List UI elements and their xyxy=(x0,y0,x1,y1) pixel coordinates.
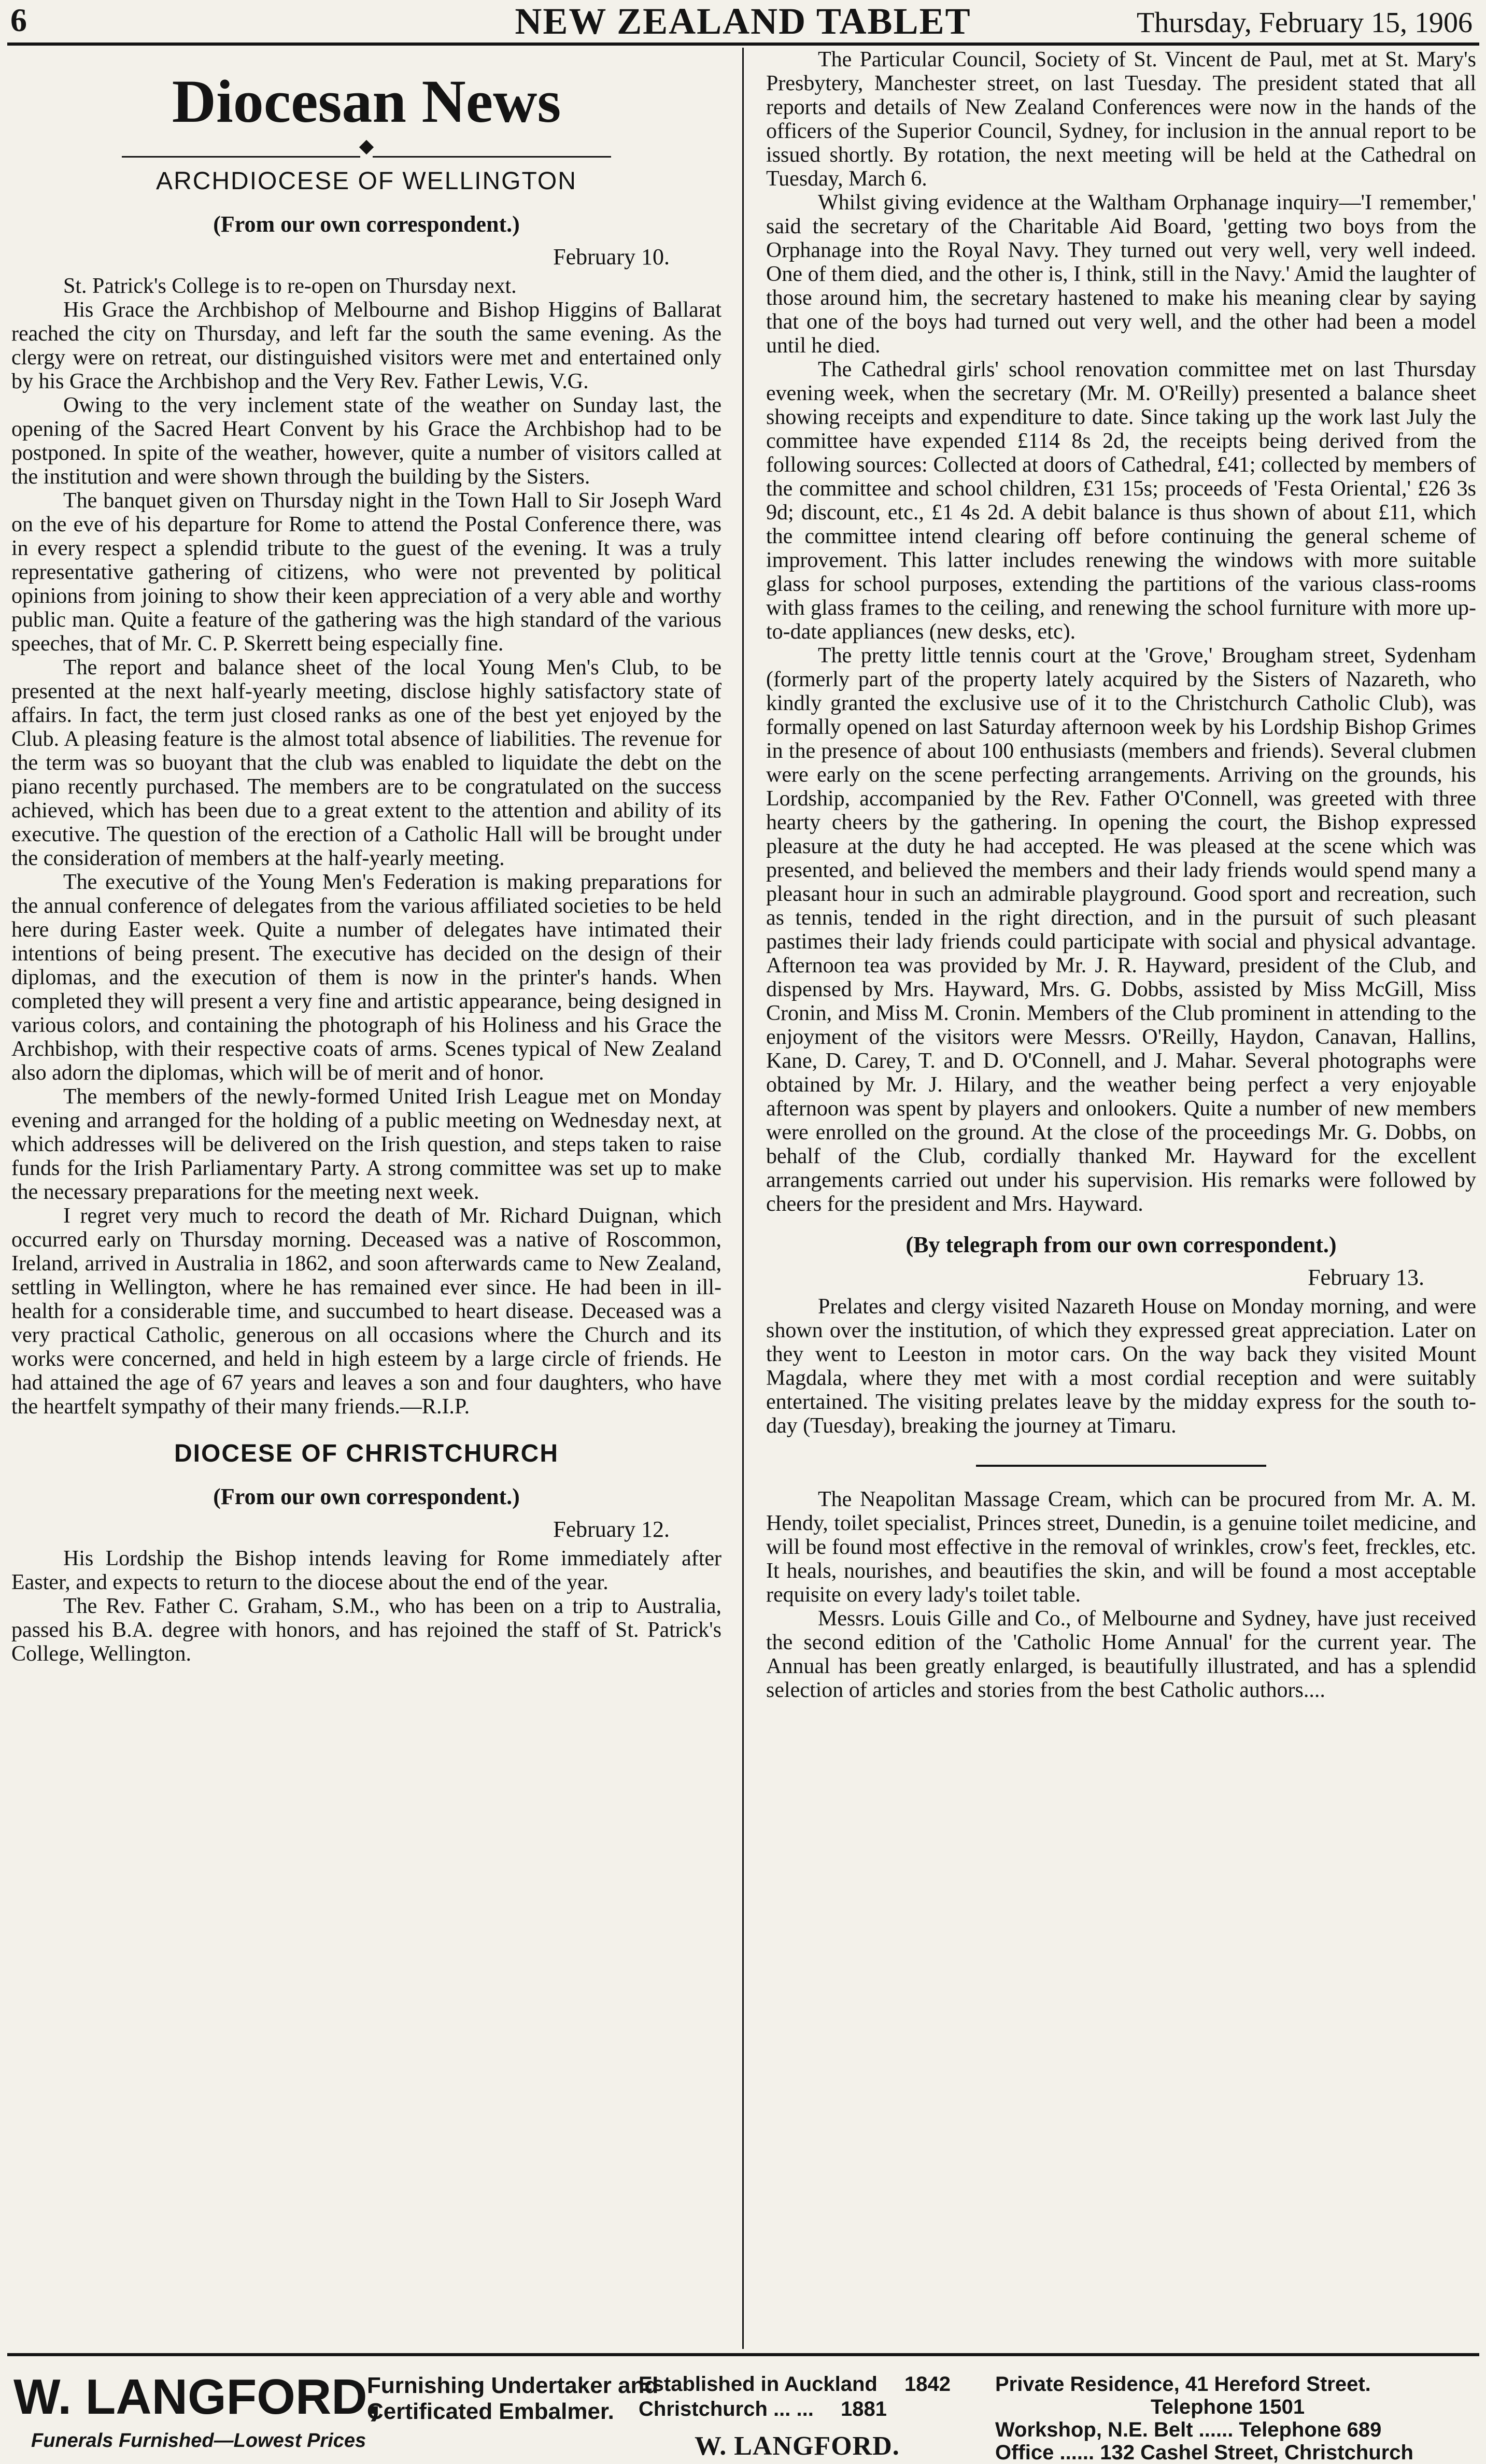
article-paragraph: Owing to the very inclement state of the weather on Sunday last, the opening of the Sacred Heart Convent by his Grace the Archbishop had to be postponed. In spite of the weather, however, quite a number of visitors called at the institution and were shown through the building by the Sisters. xyxy=(11,393,721,489)
advertiser-services xyxy=(367,2373,658,2425)
wellington-dateline: February 10. xyxy=(553,244,670,270)
est-auckland-year: 1842 xyxy=(904,2373,951,2396)
service-line: Certificated Embalmer. xyxy=(367,2399,614,2424)
left-column xyxy=(11,48,721,2349)
masthead-rule xyxy=(7,43,1479,46)
undertaker-advertisement xyxy=(0,2361,1486,2463)
article-paragraph: The executive of the Young Men's Federation is making preparations for the annual conference of delegates from the various affiliated societies to be held here during Easter week. Quite a number of delegates have intimated their intentions of being present. The executive has decided on the design of their diplomas, and the execution of them is now in the printer's hands. When completed they will present a very fine and artistic appearance, being designed in various colors, and containing the photograph of his Holiness and his Grace the Archbishop, with their respective coats of arms. Scenes typical of New Zealand also adorn the diplomas, which will be of merit and of honor. xyxy=(11,870,721,1085)
article-paragraph: The pretty little tennis court at the 'Grove,' Brougham street, Sydenham (formerly part of the property lately acquired by the Sisters of Nazareth, who kindly granted the exclusive use of it to the Christchurch Catholic Club), was formally opened on last Saturday afternoon week by his Lordship Bishop Grimes in the presence of about 100 enthusiasts (members and friends). Several clubmen were early on the scene perfecting arrangements. Arriving on the grounds, his Lordship, accompanied by the Rev. Father O'Connell, was greeted with three hearty cheers by the gathering. In opening the court, the Bishop expressed pleasure at the duty he had accepted. He was pleased at the scene which was presented, and believed the members and their lady friends would spend many a pleasant hour in such an admirable playground. Good sport and recreation, such as tennis, tended in the right direction, and in the pursuit of such pleasant pastimes their lady friends could participate with social and physical advantage. Afternoon tea was provided by Mr. J. R. Hayward, president of the Club, and dispensed by Mrs. Hayward, Mrs. G. Dobbs, assisted by Miss McGill, Miss Cronin, and Miss M. Cronin. Members of the Club prominent in attending to the enjoyment of the visitors were Messrs. O'Reilly, Haydon, Canavan, Hallins, Kane, D. Carey, T. and D. O'Connell, and J. Mahar. Several photographs were obtained by Mr. J. Hilary, and the weather being perfect a very enjoyable afternoon was spent by players and onlookers. Quite a number of new members were enrolled on the ground. At the close of the proceedings Mr. G. Dobbs, on behalf of the Club, cordially thanked Mr. Hayward for the excellent arrangements carried out under his supervision. His remarks were followed by cheers for the president and Mrs. Hayward. xyxy=(766,644,1476,1216)
funerals-tagline: Funerals Furnished—Lowest Prices xyxy=(31,2430,366,2452)
newspaper-title: NEW ZEALAND TABLET xyxy=(515,1,971,42)
est-christchurch: Christchurch ... ... xyxy=(639,2398,814,2420)
article-paragraph: St. Patrick's College is to re-open on Thursday next. xyxy=(63,274,517,298)
residence-phone: Telephone 1501 xyxy=(1151,2396,1305,2418)
wellington-section-title: ARCHDIOCESE OF WELLINGTON xyxy=(156,167,577,195)
service-line: Furnishing Undertaker and xyxy=(367,2373,659,2398)
footer-rule xyxy=(7,2353,1479,2356)
est-auckland: Established in Auckland xyxy=(639,2373,878,2396)
article-paragraph: Whilst giving evidence at the Waltham Orphanage inquiry—'I remember,' said the secretary of the Charitable Aid Board, 'getting two boys from the Orphanage into the Royal Navy. They turned out very well, very well indeed. One of them died, and the other is, I think, still in the Navy.' Amid the laughter of those around him, the secretary hastened to make his meaning clear by saying that one of the boys had turned out very well, and the other had been a model until he died. xyxy=(766,191,1476,358)
article-paragraph: His Grace the Archbishop of Melbourne and Bishop Higgins of Ballarat reached the city on Thursday, and left far the south the same evening. As the clergy were on retreat, our distinguished visitors were met and entertained only by his Grace the Archbishop and the Very Rev. Father Lewis, V.G. xyxy=(11,298,721,393)
christchurch-correspondent: (From our own correspondent.) xyxy=(213,1484,520,1509)
telegraph-dateline: February 13. xyxy=(1308,1265,1424,1290)
article-paragraph: Prelates and clergy visited Nazareth House on Monday morning, and were shown over the institution, of which they expressed great appreciation. Later on they went to Leeston in motor cars. On the way back they visited Mount Magdala, where they met with a most cordial reception and were suitably entertained. The visiting prelates leave by the midday express for the south to-day (Tuesday), breaking the journey at Timaru. xyxy=(766,1295,1476,1438)
article-paragraph: His Lordship the Bishop intends leaving for Rome immediately after Easter, and expects to return to the diocese about the end of the year. xyxy=(11,1547,721,1594)
advertiser-name: W. LANGFORD, xyxy=(13,2369,381,2425)
article-paragraph: The banquet given on Thursday night in the Town Hall to Sir Joseph Ward on the eve of his departure for Rome to attend the Postal Conference there, was in every respect a splendid tribute to the guest of the evening. It was a truly representative gathering of citizens, who were not prevented by political opinions from joining to show their keen appreciation of a very able and worthy public man. Quite a feature of the gathering was the high standard of the various speeches, that of Mr. C. P. Skerrett being especially fine. xyxy=(11,489,721,656)
diocesan-news-heading: Diocesan News xyxy=(172,67,561,135)
notice-paragraph: The Neapolitan Massage Cream, which can be procured from Mr. A. M. Hendy, toilet specialist, Princes street, Dunedin, is a genuine toilet medicine, and will be found most effective in the removal of wrinkles, crow's feet, freckles, etc. It heals, nourishes, and beautifies the skin, and will be found a most acceptable requisite on every lady's toilet table. xyxy=(766,1488,1476,1607)
office-line: Office ...... 132 Cashel Street, Christchurch xyxy=(995,2441,1413,2464)
article-paragraph: The report and balance sheet of the local Young Men's Club, to be presented at the next half-yearly meeting, disclose highly satisfactory state of affairs. In fact, the term just closed ranks as one of the best yet enjoyed by the Club. A pleasing feature is the almost total absence of liabilities. The revenue for the term was so buoyant that the club was enabled to liquidate the debt on the piano recently purchased. The members are to be congratulated on the success achieved, which has been due to a great extent to the attention and ability of its executive. The question of the erection of a Catholic Hall will be brought under the consideration of members at the half-yearly meeting. xyxy=(11,656,721,870)
issue-date: Thursday, February 15, 1906 xyxy=(1136,7,1473,39)
article-paragraph: I regret very much to record the death of Mr. Richard Duignan, which occurred early on Thursday morning. Deceased was a native of Roscommon, Ireland, arrived in Australia in 1862, and soon afterwards came to New Zealand, settling in Wellington, where he has remained ever since. He had been in ill-health for a considerable time, and succumbed to heart disease. Deceased was a very practical Catholic, generous on all occasions where the Church and its works were concerned, and held in high esteem by a large circle of friends. He had attained the age of 67 years and leaves a son and four daughters, who have the heartfelt sympathy of their many friends.—R.I.P. xyxy=(11,1204,721,1419)
article-paragraph: The Rev. Father C. Graham, S.M., who has been on a trip to Australia, passed his B.A. degree with honors, and has rejoined the staff of St. Patrick's College, Wellington. xyxy=(11,1594,721,1666)
address-block xyxy=(995,2373,1413,2464)
section-rule xyxy=(976,1465,1266,1467)
residence-line: Private Residence, 41 Hereford Street. xyxy=(995,2373,1371,2396)
masthead xyxy=(0,0,1486,43)
est-christchurch-year: 1881 xyxy=(840,2398,887,2420)
article-paragraph: The Particular Council, Society of St. Vincent de Paul, met at St. Mary's Presbytery, Manchester street, on last Tuesday. The president stated that all reports and details of New Zealand Conferences were now in the hands of the officers of the Superior Council, Sydney, for inclusion in the annual report to be issued shortly. By rotation, the next meeting will be held at the Cathedral on Tuesday, March 6. xyxy=(766,48,1476,191)
christchurch-section-title: DIOCESE OF CHRISTCHURCH xyxy=(174,1440,559,1467)
established-block xyxy=(639,2372,951,2421)
page-number: 6 xyxy=(10,2,27,38)
telegraph-correspondent: (By telegraph from our own correspondent.) xyxy=(905,1232,1337,1257)
article-paragraph: The members of the newly-formed United Irish League met on Monday evening and arranged for the holding of a public meeting on Wednesday next, at which addresses will be delivered on the Irish question, and steps taken to raise funds for the Irish Parliamentary Party. A strong committee was set up to make the necessary preparations for the meeting next week. xyxy=(11,1085,721,1204)
wellington-correspondent: (From our own correspondent.) xyxy=(213,211,520,237)
right-column xyxy=(766,48,1476,2349)
article-paragraph: The Cathedral girls' school renovation committee met on last Thursday evening week, when the secretary (Mr. M. O'Reilly) presented a balance sheet showing receipts and expenditure to date. Since taking up the work last July the committee have expended £114 8s 2d, the receipts being derived from the following sources: Collected at doors of Cathedral, £41; collected by members of the committee and school children, £31 15s; proceeds of 'Festa Oriental,' £26 3s 9d; discount, etc., £1 4s 2d. A debit balance is thus shown of about £11, which the committee intend clearing off before continuing the general scheme of improvement. This latter includes renewing the windows with more suitable glass for school purposes, extending the partitions of the various class-rooms with glass frames to the ceiling, and renewing the school furniture with more up-to-date appliances (new desks, etc). xyxy=(766,358,1476,644)
advertiser-signature: W. LANGFORD. xyxy=(695,2431,900,2461)
column-divider xyxy=(742,48,744,2349)
heading-ornament xyxy=(11,142,721,153)
christchurch-dateline: February 12. xyxy=(553,1517,670,1542)
notice-paragraph: Messrs. Louis Gille and Co., of Melbourne and Sydney, have just received the second edition of the 'Catholic Home Annual' for the current year. The Annual has been greatly enlarged, is beautifully illustrated, and has a splendid selection of articles and stories from the best Catholic authors.... xyxy=(766,1607,1476,1702)
workshop-line: Workshop, N.E. Belt ...... Telephone 689 xyxy=(995,2418,1382,2441)
